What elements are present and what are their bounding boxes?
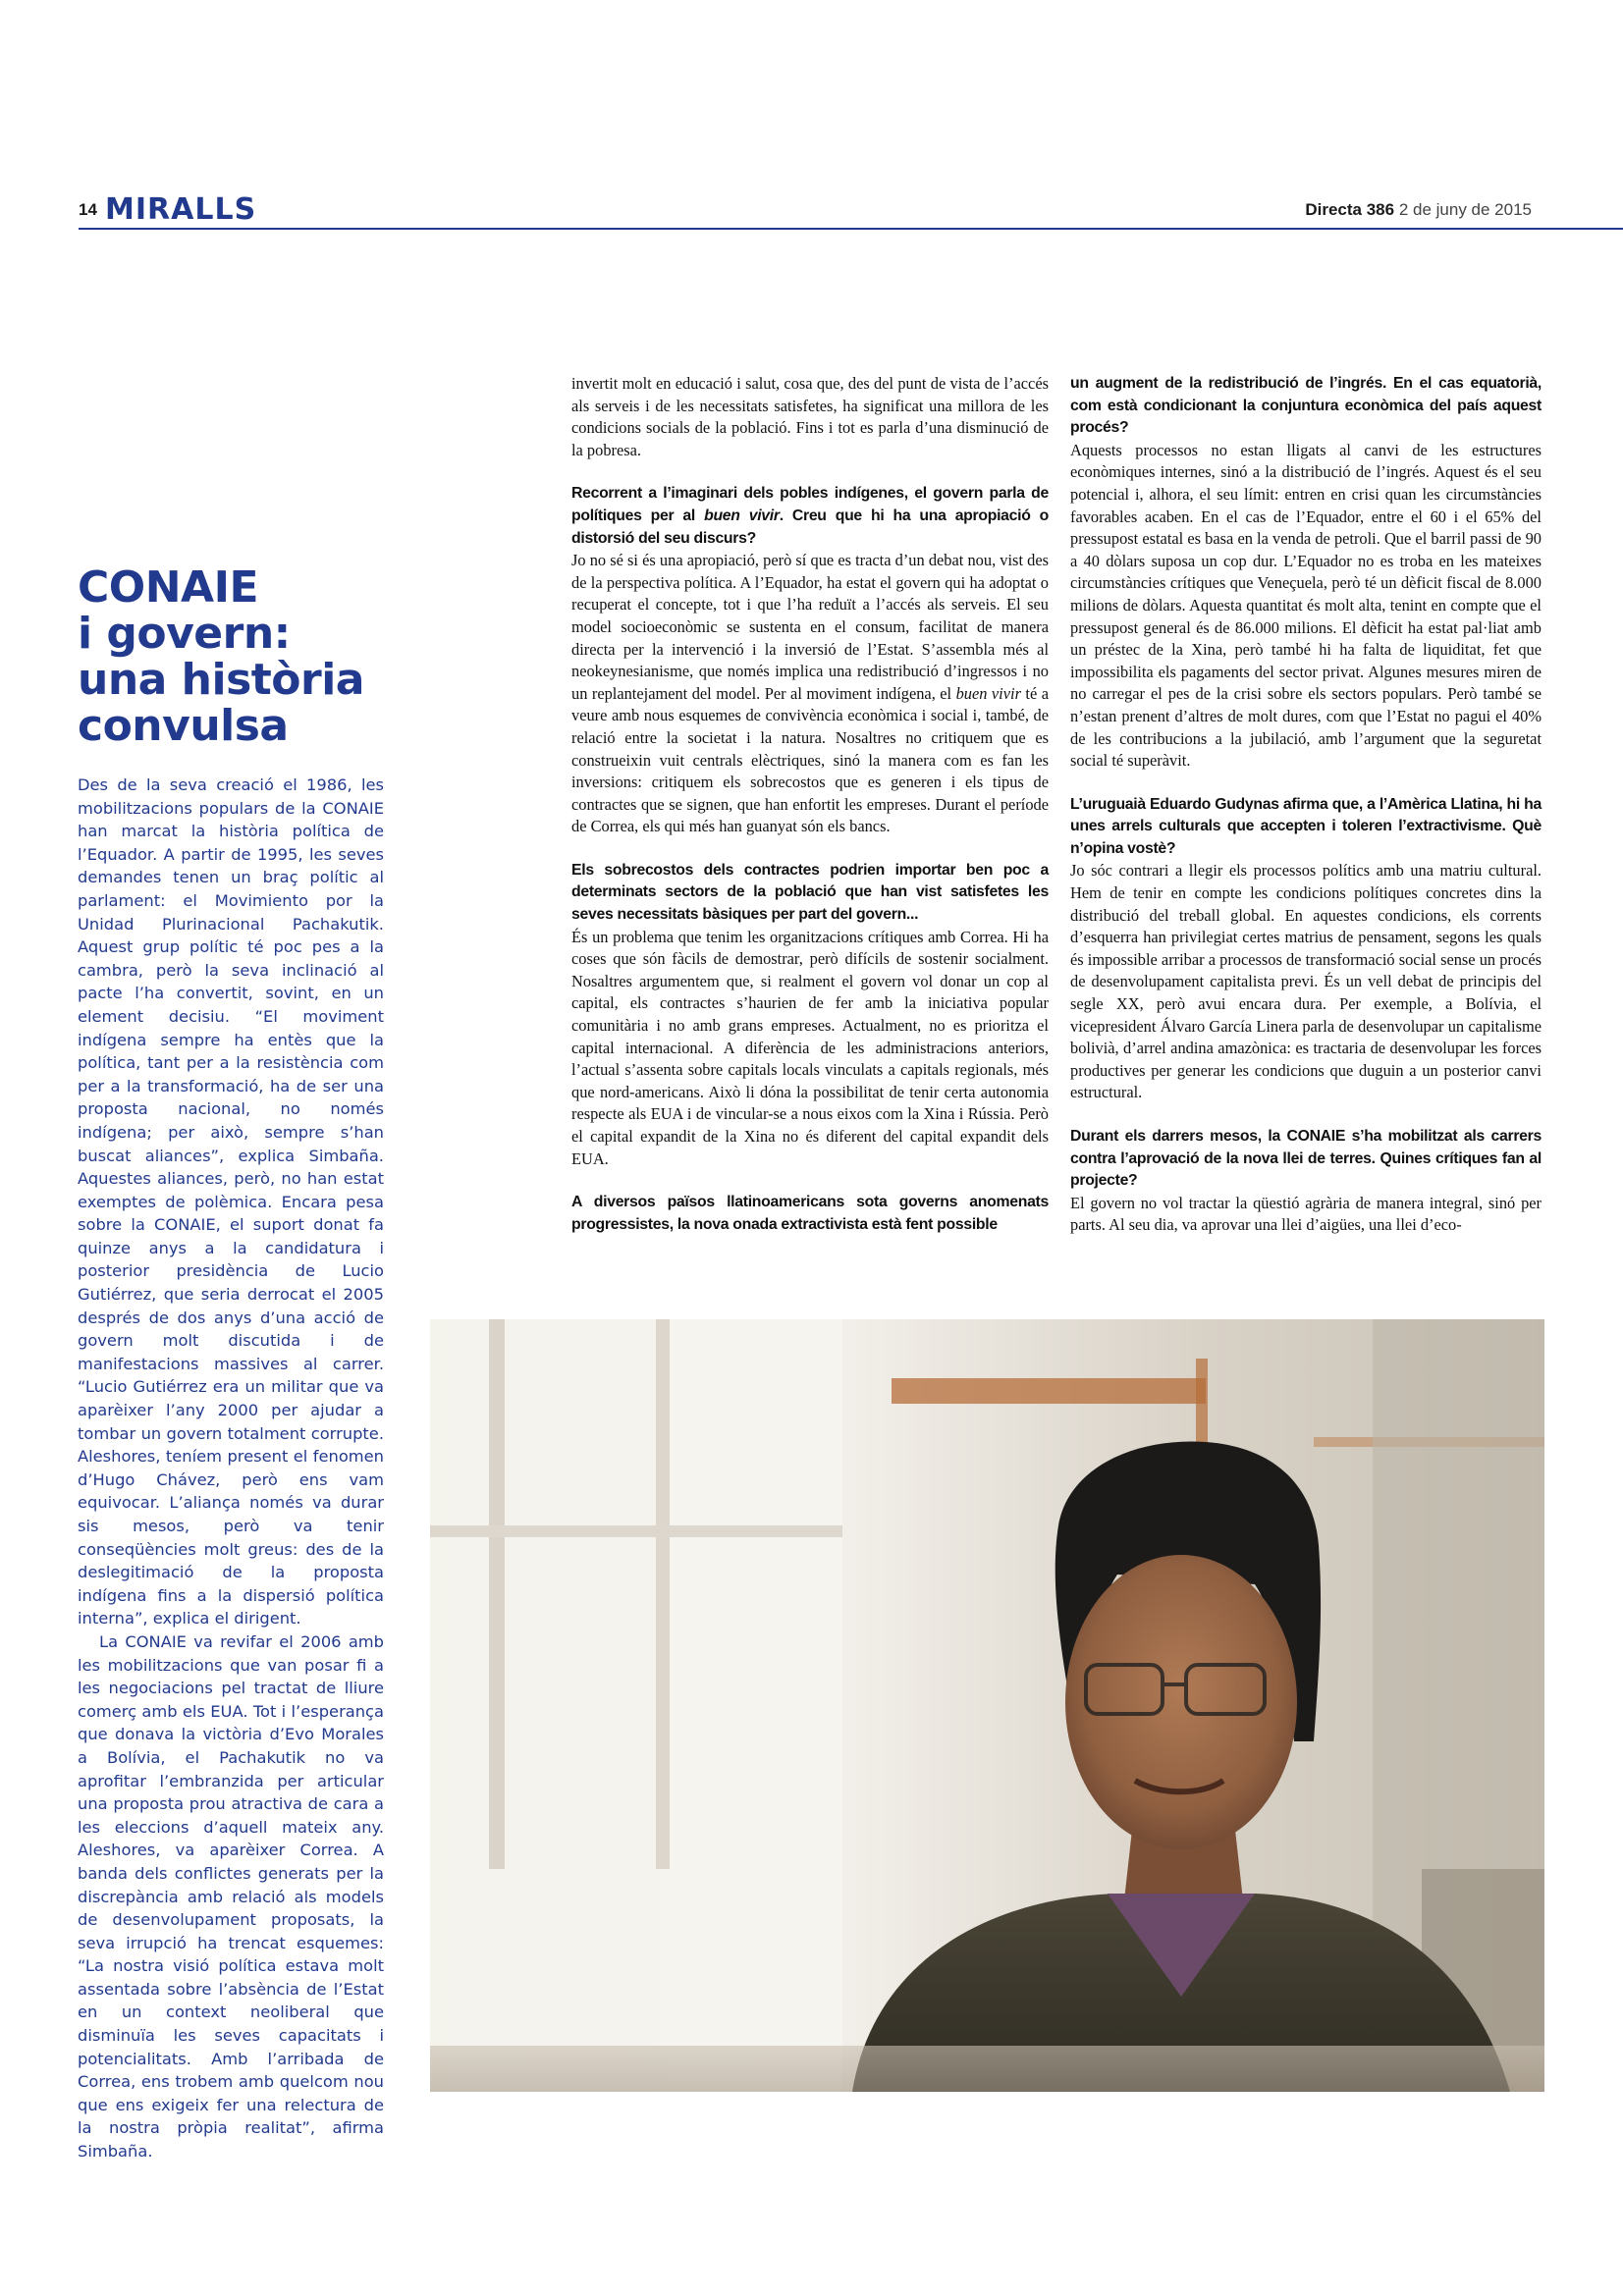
question-paragraph: Durant els darrers mesos, la CONAIE s’ha mobilitzat als carrers contra l’aprovació de la nova llei de terres. Quines crítiques fan al projecte? xyxy=(1070,1128,1542,1190)
intro-paragraph: Des de la seva creació el 1986, les mobilitzacions populars de la CONAIE han marcat la història política de l’Equador. A partir de 1995, les seves demandes tenen un braç polític al parlament: el Movimiento por la Unidad Plurinacional Pachakutik. Aquest grup polític té poc pes a la cambra, però la seva inclinació al pacte l’ha convertit, sovint, en un element decisiu. “El moviment indígena sempre ha entès que la política, tant per a la resistència com per a la transformació, ha de ser una proposta nacional, no només indígena; per això, sempre s’han buscat aliances”, explica Simbaña. Aquestes aliances, però, no han estat exemptes de polèmica. Encara pesa sobre la CONAIE, el suport donat fa quinze anys a la candidatura i posterior presidència de Lucio Gutiérrez, que seria derrocat el 2005 després de dos anys d’una acció de govern molt discutida i de manifestacions massives al carrer. “Lucio Gutiérrez era un militar que va aparèixer l’any 2000 per ajudar a tombar un govern totalment corrupte. Aleshores, teníem present el fenomen d’Hugo Chávez, però ens vam equivocar. L’aliança només va durar sis mesos, però va tenir conseqüències molt greus: des de la deslegitimació de la proposta indígena fins a la dispersió política interna”, explica el dirigent. xyxy=(78,775,384,1629)
question-paragraph: L’uruguaià Eduardo Gudynas afirma que, a l’Amèrica Llatina, hi ha unes arrels culturals que accepten i toleren l’extractivisme. Què n’opina vostè? xyxy=(1070,795,1542,857)
headline-line: convulsa xyxy=(78,701,289,751)
question-paragraph: Els sobrecostos dels contractes podrien importar ben poc a determinats sectors de la població que han vist satisfetes les seves necessitats bàsiques per part del govern... xyxy=(571,861,1049,924)
question-emphasis: buen vivir xyxy=(704,507,780,524)
page-number: 14 xyxy=(79,200,97,219)
intro-column xyxy=(78,774,384,2163)
answer-emphasis: buen vivir xyxy=(955,683,1021,703)
issue-date: 2 de juny de 2015 xyxy=(1398,200,1532,219)
answer-text: Jo no sé si és una apropiació, però sí que es tracta d’un debat nou, vist des de la perspectiva política. A l’Equador, ha estat el govern qui ha adoptat o recuperat el concepte, tot i que l’ha reduït a l’accés als serveis. El seu model socioeconòmic se sustenta en el consum, facilitat de manera directa per la intervenció i la inversió de l’Estat. S’assembla més al neokeynesianisme, que només implica una redistribució d’ingressos i no un replantejament del model. Per al moviment indígena, el xyxy=(571,551,1049,703)
answer-paragraph xyxy=(571,550,1049,838)
question-text: . Creu que hi ha una apropiació o distorsió del seu discurs? xyxy=(571,507,1049,547)
question-paragraph: un augment de la redistribució de l’ingrés. En el cas equatorià, com està condicionant la conjuntura econòmica del país aquest procés? xyxy=(1070,375,1542,437)
body-column-1 xyxy=(571,373,1049,1236)
answer-paragraph: invertit molt en educació i salut, cosa que, des del punt de vista de l’accés als serveis i de les necessitats satisfetes, ha significat una millora de les condicions socials de la població. Fins i tot es parla d’una disminució de la pobresa. xyxy=(571,374,1049,459)
headline-line: CONAIE xyxy=(78,562,258,613)
page-header xyxy=(79,192,1623,230)
article-headline xyxy=(78,564,372,749)
portrait-photo xyxy=(430,1319,1544,2092)
headline-line: una història xyxy=(78,655,364,705)
answer-paragraph: Jo sóc contrari a llegir els processos polítics amb una matriu cultural. Hem de tenir en compte les condicions polítiques concretes dins la distribució del treball global. En aquestes condicions, els corrents d’esquerra han privilegiat certes matrius de pensament, segons les quals és impossible arribar a processos de transformació social sense un procés de desenvolupament capitalista previ. És un vell debat de principis del segle XX, però avui encara dura. Per exemple, a Bolívia, el vicepresident Álvaro García Linera parla de desenvolupar un capitalisme bolivià, d’arrel andina amazònica: es tractaria de desenvolupar les forces productives per generar les condicions que duguin a un posterior canvi estructural. xyxy=(1070,861,1542,1102)
question-paragraph xyxy=(571,483,1049,550)
header-rule xyxy=(79,228,1623,230)
answer-paragraph: És un problema que tenim les organitzacions crítiques amb Correa. Hi ha coses que són fàcils de demostrar, però difícils de sostenir socialment. Nosaltres argumentem que, si realment el govern vol donar un cop al capital, els contractes s’haurien de fer amb la iniciativa popular comunitària i no amb grans empreses. Actualment, no es prioritza el capital internacional. A diferència de les administracions anteriors, l’actual s’assenta sobre capitals locals vinculats a capitals regionals, més que nord-americans. Això li dóna la possibilitat de tenir certa autonomia respecte als EUA i de vincular-se a nous eixos com la Xina i Rússia. Però el capital expandit de la Xina no és diferent del capital expandit dels EUA. xyxy=(571,927,1049,1168)
headline-line: i govern: xyxy=(78,609,291,659)
body-column-2 xyxy=(1070,373,1542,1237)
answer-paragraph: El govern no vol tractar la qüestió agrària de manera integral, sinó per parts. Al seu dia, va aprovar una llei d’aigües, una llei d’eco- xyxy=(1070,1193,1542,1235)
question-paragraph: A diversos països llatinoamericans sota governs anomenats progressistes, la nova onada extractivista està fent possible xyxy=(571,1194,1049,1233)
question-text: Recorrent a l’imaginari dels pobles indígenes, el govern parla de polítiques per al xyxy=(571,485,1049,524)
intro-paragraph: La CONAIE va revifar el 2006 amb les mobilitzacions que van posar fi a les negociacions pel tractat de lliure comerç amb els EUA. Tot i l’esperança que donava la victòria d’Evo Morales a Bolívia, el Pachakutik no va aprofitar l’embranzida per articular una proposta prou atractiva de cara a les eleccions d’aquell mateix any. Aleshores, va aparèixer Correa. A banda dels conflictes generats per la discrepància amb relació als models de desenvolupament proposats, la seva irrupció ha trencat esquemes: “La nostra visió política estava molt assentada sobre l’absència de l’Estat en un context neoliberal que disminuïa les seves capacitats i potencialitats. Amb l’arribada de Correa, ens trobem amb quelcom nou que ens exigeix fer una relectura de la nostra pròpia realitat”, afirma Simbaña. xyxy=(78,1631,384,2162)
answer-text: té a veure amb nous esquemes de convivència econòmica i social i, també, de relació entre la societat i la natura. Nosaltres no critiquem que es construeixin vuit centrals elèctriques, sinó la manera com es fan les inversions: critiquem els sobrecostos que es generen i els tipus de contractes que se signen, que han enfortit les empreses. Durant el període de Correa, els qui més han guanyat són els bancs. xyxy=(571,683,1049,836)
issue-info xyxy=(1305,200,1532,220)
publication-name: Directa 386 xyxy=(1305,200,1395,219)
answer-paragraph: Aquests processos no estan lligats al canvi de les estructures econòmiques internes, sinó a la distribució de l’ingrés. Aquest és el seu potencial i, alhora, el seu límit: entren en crisi quan les circumstàncies favorables acaben. En el cas de l’Equador, entre el 60 i el 65% del pressupost estatal es basa en la venda de petroli. Que el barril passi de 90 a 40 dòlars suposa un cop dur. L’Equador no es troba en les mateixes circumstàncies crítiques que Veneçuela, però té un dèficit fiscal de 8.000 milions de dòlars. Aquesta quantitat és molt alta, tenint en compte que el pressupost general és de 86.000 milions. El dèficit ha estat pal·liat amb un préstec de la Xina, però també hi ha falta de liquiditat, fet que impossibilita els pagaments del sector privat. Algunes mesures miren de no carregar el pes de la crisi sobre els sectors populars. Però també se n’estan prenent d’altres de molt dures, com que l’Estat no pagui el 40% de les contribucions a la jubilació, amb l’argument que la seguretat social té superàvit. xyxy=(1070,440,1542,771)
section-title: MIRALLS xyxy=(105,192,257,227)
